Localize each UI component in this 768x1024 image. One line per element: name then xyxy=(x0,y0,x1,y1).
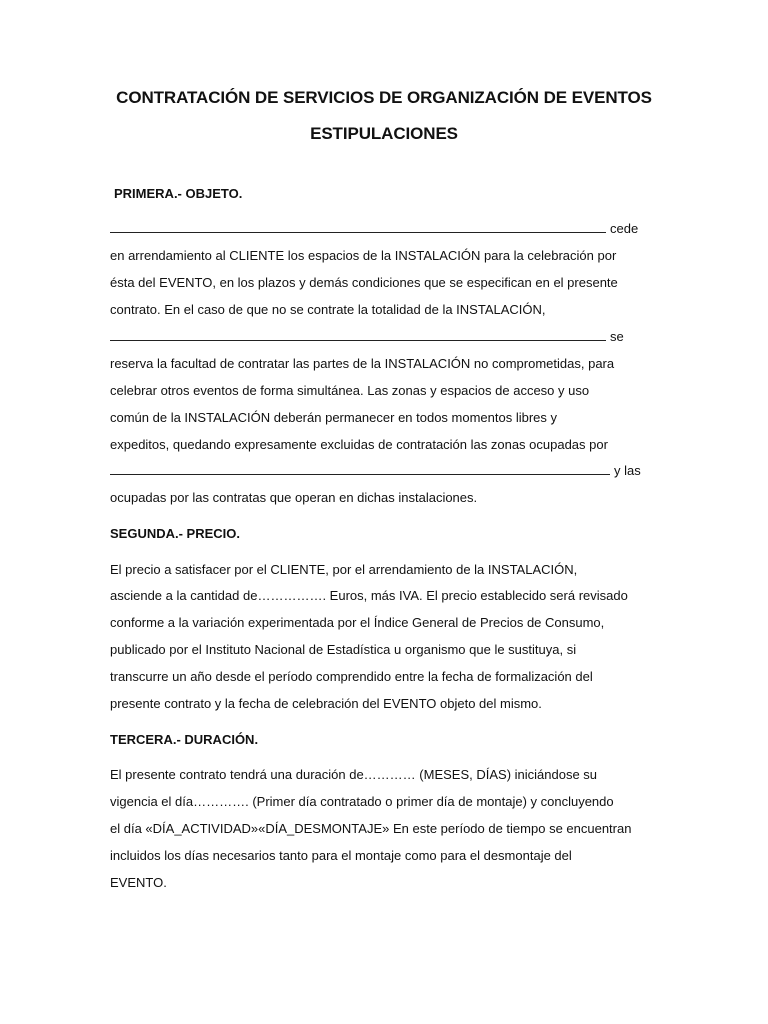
fill-in-blank xyxy=(110,231,606,233)
paragraph-line: El presente contrato tendrá una duración de………… (MESES, DÍAS) iniciándose su xyxy=(110,767,598,782)
paragraph-line: ésta del EVENTO, en los plazos y demás condiciones que se especifican en el presente xyxy=(110,275,618,290)
paragraph-line: incluidos los días necesarios tanto para el montaje como para el desmontaje del xyxy=(110,848,572,863)
paragraph-line xyxy=(110,329,660,344)
paragraph-line: común de la INSTALACIÓN deberán permanecer en todos momentos libres y xyxy=(110,410,558,425)
line-text: y las xyxy=(614,463,641,478)
fill-in-blank xyxy=(110,473,610,475)
paragraph-line: publicado por el Instituto Nacional de Estadística u organismo que le sustituya, si xyxy=(110,642,577,657)
paragraph-line: EVENTO. xyxy=(110,875,167,890)
document-title: CONTRATACIÓN DE SERVICIOS DE ORGANIZACIÓN DE EVENTOS xyxy=(116,88,652,107)
paragraph-line: el día «DÍA_ACTIVIDAD»«DÍA_DESMONTAJE» En este período de tiempo se encuentran xyxy=(110,821,632,836)
paragraph-line: conforme a la variación experimentada por el Índice General de Precios de Consumo, xyxy=(110,615,605,630)
paragraph-line: reserva la facultad de contratar las partes de la INSTALACIÓN no comprometidas, para xyxy=(110,356,615,371)
line-text: cede xyxy=(610,221,639,236)
paragraph-line xyxy=(110,221,660,236)
paragraph-line xyxy=(110,463,660,478)
paragraph-line: expeditos, quedando expresamente excluidas de contratación las zonas ocupadas por xyxy=(110,437,608,452)
paragraph-line: El precio a satisfacer por el CLIENTE, por el arrendamiento de la INSTALACIÓN, xyxy=(110,562,578,577)
fill-in-blank xyxy=(110,339,606,341)
paragraph-line: asciende a la cantidad de……………. Euros, más IVA. El precio establecido será revisado xyxy=(110,588,628,603)
paragraph-line: en arrendamiento al CLIENTE los espacios de la INSTALACIÓN para la celebración por xyxy=(110,248,617,263)
paragraph-line: vigencia el día…………. (Primer día contratado o primer día de montaje) y concluyendo xyxy=(110,794,614,809)
line-text: se xyxy=(610,329,624,344)
paragraph-line: presente contrato y la fecha de celebración del EVENTO objeto del mismo. xyxy=(110,696,542,711)
paragraph-line: contrato. En el caso de que no se contrate la totalidad de la INSTALACIÓN, xyxy=(110,302,546,317)
paragraph-line: transcurre un año desde el período comprendido entre la fecha de formalización del xyxy=(110,669,593,684)
paragraph-line: celebrar otros eventos de forma simultánea. Las zonas y espacios de acceso y uso xyxy=(110,383,590,398)
paragraph-line: ocupadas por las contratas que operan en dichas instalaciones. xyxy=(110,490,478,505)
section-heading-segunda: SEGUNDA.- PRECIO. xyxy=(110,526,241,541)
document-subtitle: ESTIPULACIONES xyxy=(310,124,458,143)
section-heading-primera: PRIMERA.- OBJETO. xyxy=(114,186,243,201)
section-heading-tercera: TERCERA.- DURACIÓN. xyxy=(110,732,259,747)
